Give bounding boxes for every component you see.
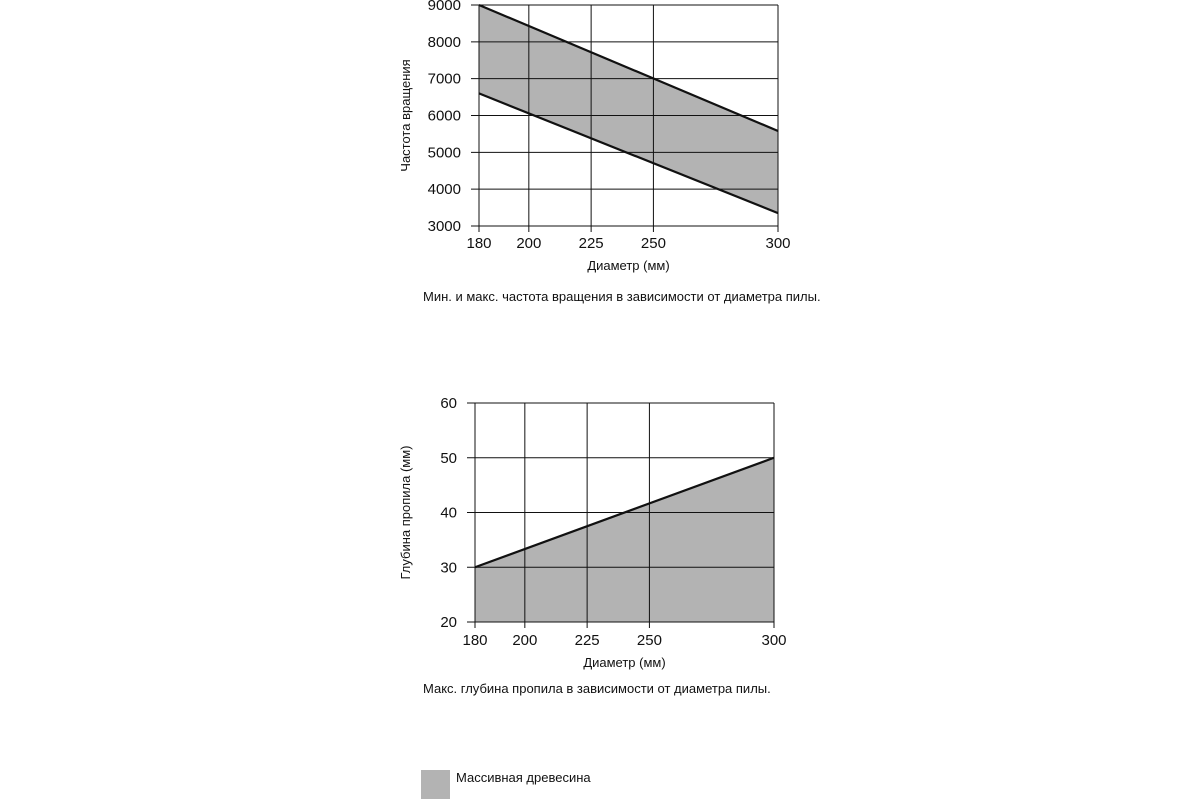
depth-xaxis-title: Диаметр (мм) [583, 655, 666, 670]
depth-yaxis-title: Глубина пропила (мм) [398, 445, 413, 580]
depth-xtick-250: 250 [636, 632, 662, 649]
speed-xaxis-title: Диаметр (мм) [587, 258, 670, 273]
speed-ytick-6000: 6000 [427, 107, 461, 125]
depth-ytick-50: 50 [440, 449, 457, 467]
speed-ytick-8000: 8000 [427, 33, 461, 51]
speed-ytick-7000: 7000 [427, 70, 461, 88]
depth-xtick-225: 225 [574, 632, 600, 649]
speed-xtick-180: 180 [466, 235, 492, 252]
speed-range-area [479, 5, 778, 213]
legend-label-solid-wood: Массивная древесина [456, 770, 591, 785]
speed-yaxis-title: Частота вращения [398, 59, 413, 172]
depth-chart-group [398, 395, 787, 670]
speed-chart-group [398, 0, 791, 273]
legend [421, 770, 591, 799]
depth-xtick-300: 300 [761, 632, 787, 649]
depth-xtick-200: 200 [512, 632, 538, 649]
speed-ytick-3000: 3000 [427, 218, 461, 235]
speed-xtick-250: 250 [640, 235, 666, 252]
chart2-caption: Макс. глубина пропила в зависимости от диаметра пилы. [423, 681, 771, 696]
speed-ytick-5000: 5000 [427, 144, 461, 162]
chart1-caption: Мин. и макс. частота вращения в зависимости от диаметра пилы. [423, 289, 821, 304]
speed-xtick-300: 300 [765, 235, 791, 252]
depth-area [475, 458, 774, 622]
speed-xtick-200: 200 [516, 235, 542, 252]
depth-ytick-20: 20 [440, 614, 457, 631]
speed-ytick-4000: 4000 [427, 181, 461, 199]
depth-ytick-60: 60 [440, 395, 457, 412]
depth-xtick-180: 180 [462, 632, 488, 649]
depth-ytick-40: 40 [440, 504, 457, 522]
speed-ytick-9000: 9000 [427, 0, 461, 14]
legend-swatch-solid-wood [421, 770, 450, 799]
depth-ytick-30: 30 [440, 559, 457, 577]
speed-xtick-225: 225 [578, 235, 604, 252]
